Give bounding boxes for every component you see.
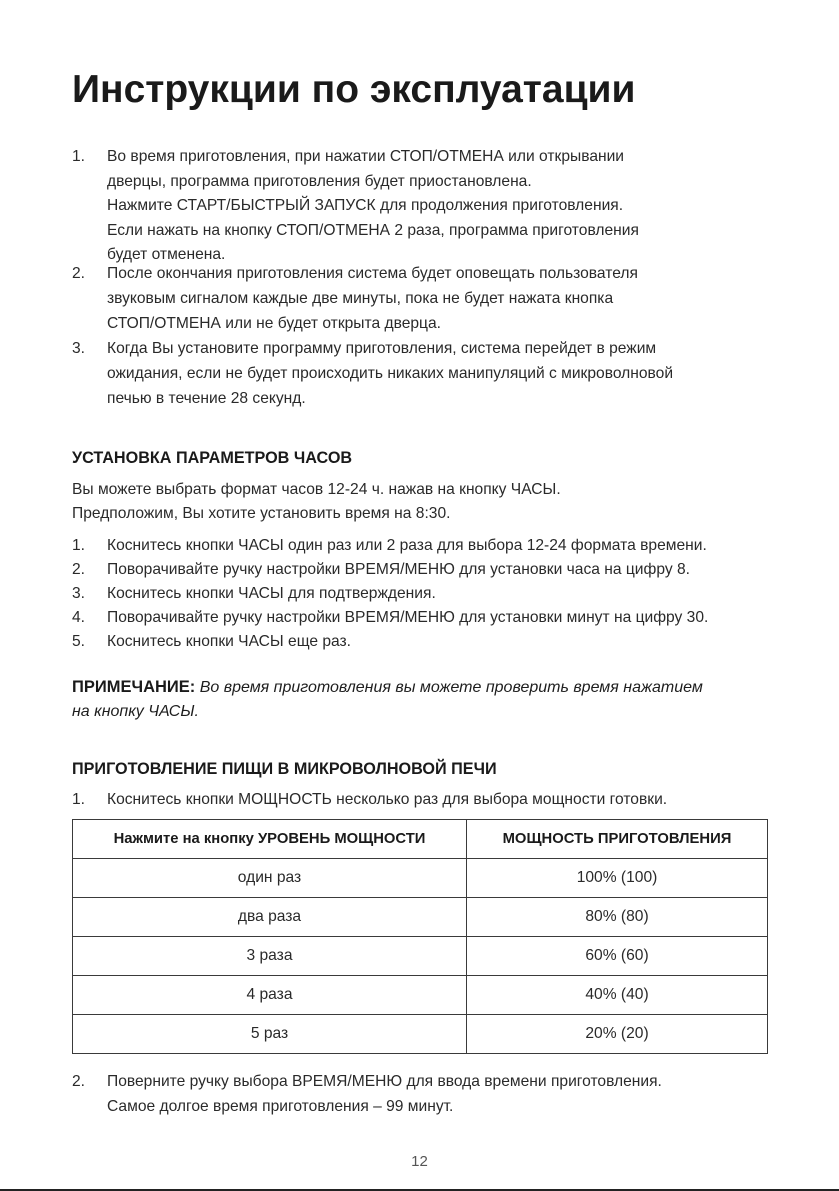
list-number: 2. [72,1073,86,1090]
note-text: Во время приготовления вы можете проверить время нажатием [199,679,703,696]
table-row [73,859,768,898]
note-label: ПРИМЕЧАНИЕ: [72,678,196,696]
table-cell: 20% (20) [467,1015,768,1054]
list-item-text: дверцы, программа приготовления будет приостановлена. [107,172,532,190]
table-row [73,898,768,937]
list-item-text: Коснитесь кнопки МОЩНОСТЬ несколько раз для выбора мощности готовки. [107,791,668,808]
list-item-text: Поверните ручку выбора ВРЕМЯ/МЕНЮ для ввода времени приготовления. [107,1073,662,1090]
list-item-text: СТОП/ОТМЕНА или не будет открыта дверца. [107,315,441,332]
clock-section-heading: УСТАНОВКА ПАРАМЕТРОВ ЧАСОВ [72,449,353,467]
list-item-text: будет отменена. [107,246,226,264]
table-row [73,976,768,1015]
list-item-text: Поворачивайте ручку настройки ВРЕМЯ/МЕНЮ для установки минут на цифру 30. [107,609,709,626]
list-number: 2. [72,265,86,282]
page-title: Инструкции по эксплуатации [72,68,636,111]
table-cell: 60% (60) [467,937,768,976]
list-item-text: ожидания, если не будет происходить никаких манипуляций с микроволновой [107,365,674,382]
table-cell: 80% (80) [467,898,768,937]
list-number: 3. [72,585,86,602]
list-number: 1. [72,791,86,808]
list-item-text: Самое долгое время приготовления – 99 минут. [107,1098,454,1115]
table-cell: 40% (40) [467,976,768,1015]
list-item-text: Коснитесь кнопки ЧАСЫ один раз или 2 раза для выбора 12-24 формата времени. [107,537,707,554]
column-header: Нажмите на кнопку УРОВЕНЬ МОЩНОСТИ [73,820,467,859]
list-item-text: Нажмите СТАРТ/БЫСТРЫЙ ЗАПУСК для продолжения приготовления. [107,197,624,215]
list-item-text: Поворачивайте ручку настройки ВРЕМЯ/МЕНЮ для установки часа на цифру 8. [107,561,690,578]
list-number: 2. [72,561,86,578]
table-header-row [73,820,768,859]
table-cell: 3 раза [73,937,467,976]
table-cell: два раза [73,898,467,937]
list-item-text: После окончания приготовления система будет оповещать пользователя [107,265,638,282]
note-text-continued: на кнопку ЧАСЫ. [72,703,199,720]
list-item-text: звуковым сигналом каждые две минуты, пока не будет нажата кнопка [107,290,614,307]
note-block [72,675,703,724]
list-number: 1. [72,537,86,554]
microwave-section-heading: ПРИГОТОВЛЕНИЕ ПИЩИ В МИКРОВОЛНОВОЙ ПЕЧИ [72,760,497,778]
list-item-text: печью в течение 28 секунд. [107,390,306,407]
list-item-text: Во время приготовления, при нажатии СТОП/ОТМЕНА или открывании [107,148,625,165]
list-number: 5. [72,633,86,650]
table-cell: 100% (100) [467,859,768,898]
table-cell: 4 раза [73,976,467,1015]
page-number: 12 [411,1153,428,1170]
list-number: 4. [72,609,86,626]
list-item-text: Когда Вы установите программу приготовления, система перейдет в режим [107,340,657,357]
column-header: МОЩНОСТЬ ПРИГОТОВЛЕНИЯ [467,820,768,859]
list-item-text: Коснитесь кнопки ЧАСЫ для подтверждения. [107,585,436,602]
table-row [73,1015,768,1054]
table-cell: один раз [73,859,467,898]
table-row [73,937,768,976]
list-item-text: Коснитесь кнопки ЧАСЫ еще раз. [107,633,352,650]
list-item-text: Если нажать на кнопку СТОП/ОТМЕНА 2 раза, программа приготовления [107,221,639,239]
clock-paragraph: Вы можете выбрать формат часов 12-24 ч. нажав на кнопку ЧАСЫ. [72,481,561,498]
list-number: 3. [72,340,86,357]
table-cell: 5 раз [73,1015,467,1054]
list-number: 1. [72,148,86,165]
power-level-table [72,819,768,1054]
clock-paragraph: Предположим, Вы хотите установить время на 8:30. [72,505,451,522]
